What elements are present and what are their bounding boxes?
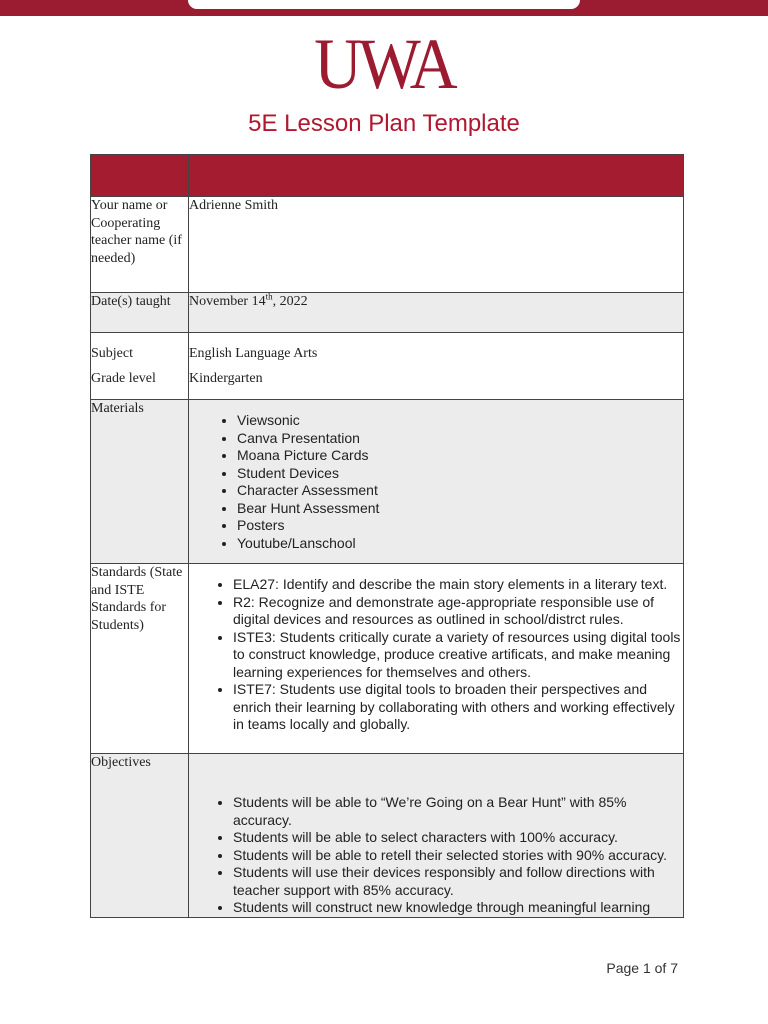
value-standards xyxy=(189,564,684,754)
label-subject: Subject xyxy=(91,346,133,361)
label-objectives: Objectives xyxy=(91,754,189,918)
uwa-logo: UWA xyxy=(314,24,454,104)
list-item: • Students will be able to “We’re Going on a Bear Hunt” with 85% accuracy. xyxy=(233,794,683,829)
date-text: November 14 xyxy=(189,294,266,309)
list-item: • ISTE3: Students critically curate a variety of resources using digital tools to construct knowledge, produce creative artificats, and make meaning learning experiences for themselves and others. xyxy=(233,629,683,682)
label-name: Your name or Cooperating teacher name (if needed) xyxy=(91,197,189,293)
value-dates xyxy=(189,293,684,333)
list-item: • R2: Recognize and demonstrate age-appropriate responsible use of digital devices and resources as outlined in school/distrct rules. xyxy=(233,594,683,629)
table-row-objectives xyxy=(91,754,684,918)
label-standards: Standards (State and ISTE Standards for Students) xyxy=(91,564,189,754)
lesson-plan-table xyxy=(90,154,684,918)
list-item: • Student Devices xyxy=(237,465,683,483)
list-item: • ISTE7: Students use digital tools to broaden their perspectives and enrich their learning by collaborating with others and working effectively in teams locally and globally. xyxy=(233,681,683,734)
header-tab xyxy=(188,0,580,9)
standards-list xyxy=(189,576,683,734)
date-year: , 2022 xyxy=(272,294,308,309)
materials-list xyxy=(189,412,683,552)
value-grade: Kindergarten xyxy=(189,371,263,386)
page-number: Page 1 of 7 xyxy=(606,960,678,976)
list-item: • Posters xyxy=(237,517,683,535)
label-dates: Date(s) taught xyxy=(91,293,189,333)
list-item: • Bear Hunt Assessment xyxy=(237,500,683,518)
value-subject-grade xyxy=(189,333,684,400)
table-header-row xyxy=(91,155,684,197)
table-row-subject xyxy=(91,333,684,400)
list-item: • Canva Presentation xyxy=(237,430,683,448)
list-item: • Students will be able to retell their selected stories with 90% accuracy. xyxy=(233,847,683,865)
page-title: 5E Lesson Plan Template xyxy=(248,110,520,137)
table-row-dates xyxy=(91,293,684,333)
table-row-materials xyxy=(91,400,684,564)
date-suffix: th xyxy=(265,291,273,302)
list-item: • Youtube/Lanschool xyxy=(237,535,683,553)
list-item: • Character Assessment xyxy=(237,482,683,500)
value-objectives xyxy=(189,754,684,918)
list-item: • ELA27: Identify and describe the main story elements in a literary text. xyxy=(233,576,683,594)
label-subject-grade xyxy=(91,333,189,400)
table-row-name xyxy=(91,197,684,293)
list-item: • Viewsonic xyxy=(237,412,683,430)
label-materials: Materials xyxy=(91,400,189,564)
label-grade: Grade level xyxy=(91,371,156,386)
list-item: • Students will be able to select characters with 100% accuracy. xyxy=(233,829,683,847)
list-item: • Moana Picture Cards xyxy=(237,447,683,465)
value-materials xyxy=(189,400,684,564)
list-item: • Students will construct new knowledge through meaningful learning xyxy=(233,899,683,917)
value-subject: English Language Arts xyxy=(189,346,318,361)
header-cell-right xyxy=(189,155,684,197)
list-item: • Students will use their devices responsibly and follow directions with teacher support with 85% accuracy. xyxy=(233,864,683,899)
table-row-standards xyxy=(91,564,684,754)
header-cell-left xyxy=(91,155,189,197)
objectives-list xyxy=(189,794,683,917)
value-name: Adrienne Smith xyxy=(189,197,684,293)
